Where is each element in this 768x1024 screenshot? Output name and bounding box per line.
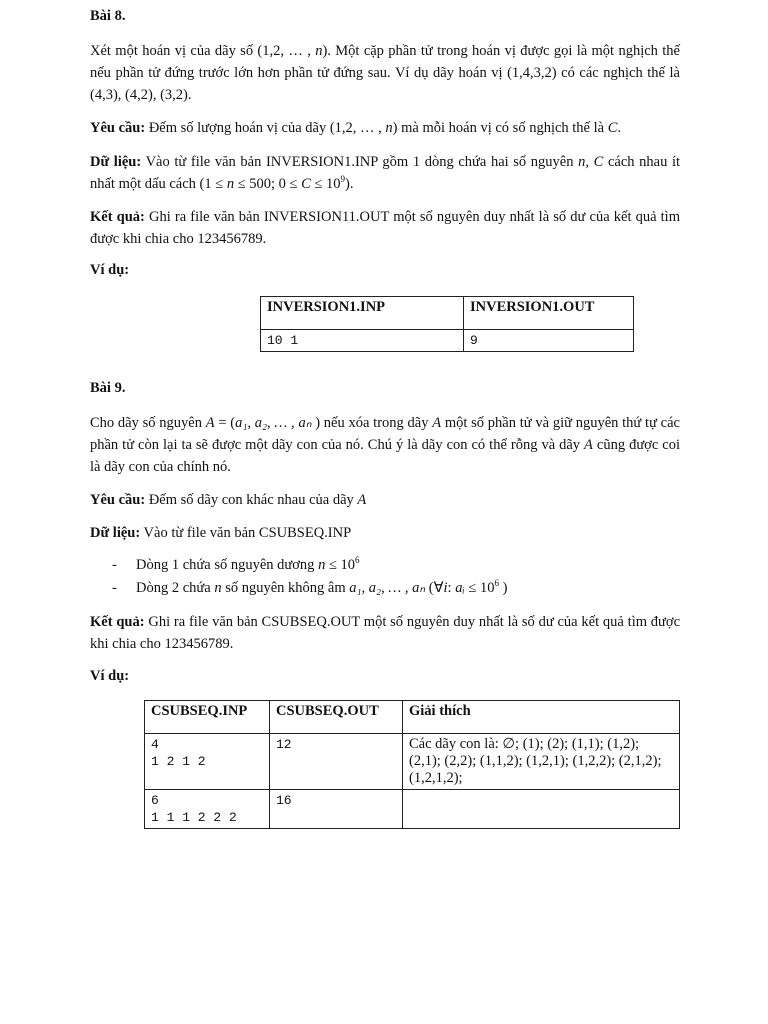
text: ≤ 10 (310, 176, 341, 192)
problem-8-requirement (90, 117, 680, 139)
table-row (145, 734, 680, 790)
math-ai: aᵢ (455, 580, 465, 596)
text: một số phần tử và giữ nguyên thứ tự các phần tử còn lại ta sẽ được một dãy con của nó. Chú ý là dãy con có thể rỗng và dãy (90, 415, 680, 453)
math-nc: n, C (578, 154, 604, 170)
table-cell: Các dãy con là: ∅; (1); (2); (1,1); (1,2); (2,1); (2,2); (1,1,2); (1,2,1); (1,2,2); (2,1,2); (1,2,1,2); (403, 734, 680, 790)
problem-8-title: Bài 8. (90, 8, 126, 24)
problem-9-input (90, 522, 680, 544)
table-header-cell: INVERSION1.INP (261, 297, 464, 330)
requirement-label: Yêu cầu: (90, 120, 146, 136)
problem-9-output (90, 611, 680, 655)
math-n: n (385, 120, 393, 136)
text: Đếm số dãy con khác nhau của dãy (145, 492, 358, 508)
text: Đếm số lượng hoán vị của dãy (1,2, … , (145, 120, 386, 136)
problem-9-title: Bài 9. (90, 380, 126, 396)
text: cũng được coi là dãy con của chính nó. (90, 437, 680, 475)
text: ). (345, 176, 354, 192)
text: ). Một cặp phần tử trong hoán vị được gọi là một nghịch thế nếu phần tử đứng trước lớn hơn phần tử đứng sau. Ví dụ dãy hoán vị (1,4,3,2) có các nghịch thế là (4,3), (4,2), (3,2). (90, 43, 680, 103)
input-label: Dữ liệu: (90, 154, 142, 170)
problem-9-bullet-2 (112, 577, 507, 599)
text: số nguyên không âm (221, 580, 350, 596)
table-cell: 16 (270, 790, 403, 829)
text: (∀ (425, 580, 444, 596)
table-cell: 4 1 2 1 2 (145, 734, 270, 790)
text: Ghi ra file văn bản CSUBSEQ.OUT một số nguyên duy nhất là số dư của kết quả tìm được khi chia cho 123456789. (90, 614, 681, 652)
table-cell: 10 1 (261, 330, 464, 352)
table-header-row (145, 701, 680, 734)
text: Dòng 2 chứa (136, 580, 215, 596)
math-n: n (226, 176, 235, 192)
text: Cho dãy số nguyên (90, 415, 206, 431)
text: Dòng 1 chứa số nguyên dương (136, 557, 319, 573)
problem-8-intro (90, 40, 680, 106)
exponent: 9 (340, 174, 346, 185)
problem-8-output (90, 206, 680, 250)
math-c: C (301, 176, 311, 192)
exponent: 6 (494, 578, 499, 589)
table-cell (403, 790, 680, 829)
exponent: 6 (355, 555, 360, 566)
text: ) mà mỗi hoán vị có số nghịch thế là (392, 120, 608, 136)
text: Vào từ file văn bản INVERSION1.INP gồm 1 dòng chứa hai số nguyên (141, 154, 579, 170)
table-header-cell: CSUBSEQ.INP (145, 701, 270, 734)
bullet-dash: - (112, 557, 117, 573)
math-a: A (357, 492, 367, 508)
text: = ( (214, 415, 236, 431)
problem-9-example-label: Ví dụ: (90, 668, 130, 684)
text: : (447, 580, 456, 596)
math-a: A (584, 437, 593, 453)
table-cell: 9 (464, 330, 634, 352)
text: ) nếu xóa trong dãy (311, 415, 433, 431)
math-a: A (432, 415, 442, 431)
math-n: n (318, 557, 326, 573)
problem-8-example-label: Ví dụ: (90, 262, 130, 278)
problem-9-requirement (90, 489, 680, 511)
text: ) (498, 580, 508, 596)
math-a: A (205, 415, 215, 431)
text: cách nhau ít nhất một dấu cách (1 ≤ (90, 154, 681, 192)
math-n: n (315, 43, 323, 59)
problem-9-example-table (144, 700, 680, 829)
input-label: Dữ liệu: (90, 525, 141, 541)
text: ≤ 10 (325, 557, 356, 573)
text: ≤ 500; 0 ≤ (234, 176, 302, 192)
output-label: Kết quả: (90, 209, 145, 225)
table-header-cell: Giải thích (403, 701, 680, 734)
table-row (261, 330, 634, 352)
problem-8-input (90, 151, 680, 195)
problem-8-example-table (260, 296, 634, 352)
table-cell: 12 (270, 734, 403, 790)
math-c: C (607, 120, 618, 136)
problem-9-bullet-1 (112, 554, 360, 576)
text: ≤ 10 (464, 580, 495, 596)
requirement-label: Yêu cầu: (90, 492, 146, 508)
bullet-dash: - (112, 580, 117, 596)
math-i: i (443, 580, 448, 596)
table-cell: 6 1 1 1 2 2 2 (145, 790, 270, 829)
table-row (145, 790, 680, 829)
text: Xét một hoán vị của dãy số (1,2, … , (90, 43, 316, 59)
text: . (617, 120, 622, 136)
output-label: Kết quả: (90, 614, 145, 630)
math-sequence: a₁, a₂, … , aₙ (349, 580, 426, 596)
table-header-row (261, 297, 634, 330)
table-header-cell: CSUBSEQ.OUT (270, 701, 403, 734)
math-sequence: a₁, a₂, … , aₙ (235, 415, 312, 431)
text: Ghi ra file văn bản INVERSION11.OUT một số nguyên duy nhất là số dư của kết quả tìm được khi chia cho 123456789. (90, 209, 680, 247)
text: Vào từ file văn bản CSUBSEQ.INP (140, 525, 352, 541)
math-n: n (214, 580, 222, 596)
problem-9-intro (90, 412, 680, 478)
table-header-cell: INVERSION1.OUT (464, 297, 634, 330)
